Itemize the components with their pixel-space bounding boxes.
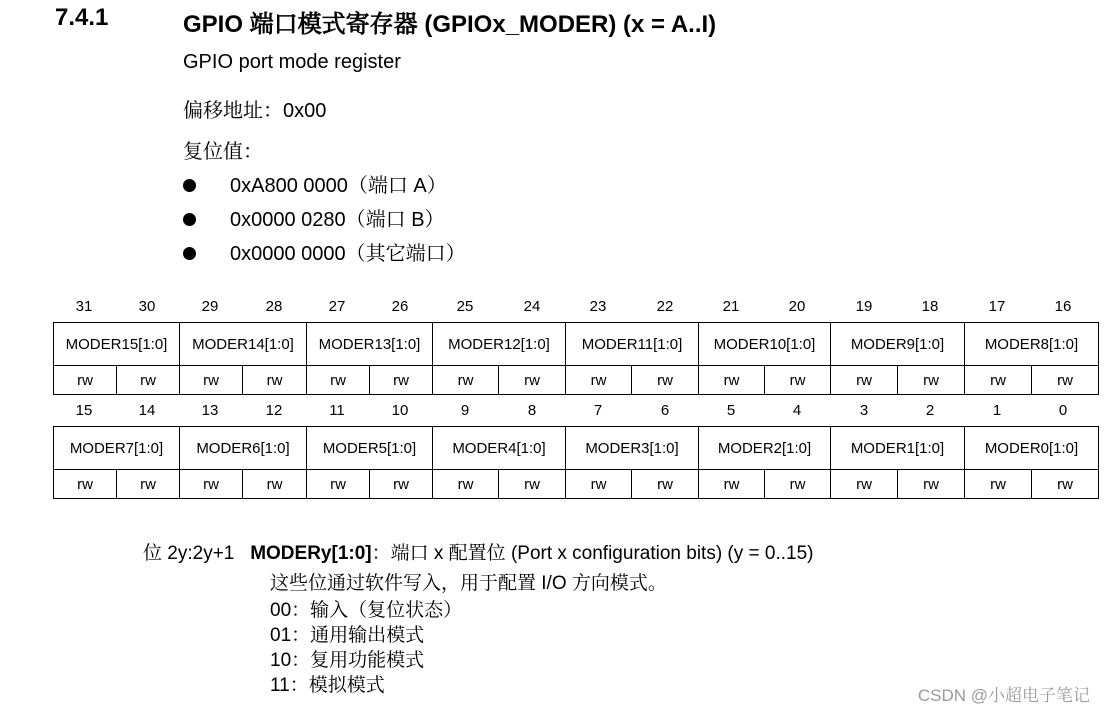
- access-cell: rw: [831, 366, 898, 395]
- access-cell: rw: [180, 366, 243, 395]
- access-cell: rw: [831, 470, 898, 499]
- bit-number: 4: [792, 402, 802, 419]
- reset-value-item: [183, 237, 466, 266]
- access-cell: rw: [307, 470, 370, 499]
- bit-number: 30: [138, 298, 156, 315]
- bit-number: 21: [722, 298, 740, 315]
- access-cell: rw: [180, 470, 243, 499]
- access-cell: rw: [699, 366, 765, 395]
- bit-number: 19: [855, 298, 873, 315]
- bit-description-heading: [143, 538, 814, 565]
- bit-number: 14: [138, 402, 156, 419]
- register-field: MODER2[1:0]: [699, 427, 831, 470]
- register-field: MODER9[1:0]: [831, 323, 965, 366]
- bit-number: 0: [1058, 402, 1068, 419]
- bit-number: 29: [201, 298, 219, 315]
- access-cell: rw: [632, 470, 699, 499]
- register-field: MODER7[1:0]: [54, 427, 180, 470]
- register-english-name: GPIO port mode register: [183, 51, 401, 73]
- field-name: MODERy[1:0]: [250, 543, 372, 564]
- access-cell: rw: [499, 470, 566, 499]
- bullet-icon: [183, 247, 196, 260]
- access-cell: rw: [433, 470, 499, 499]
- access-cell: rw: [898, 366, 965, 395]
- register-table-upper: [53, 322, 1099, 395]
- access-cell: rw: [117, 366, 180, 395]
- bit-range: 位 2y:2y+1: [143, 543, 235, 564]
- mode-option: 11：模拟模式: [270, 675, 385, 696]
- bit-number: 9: [460, 402, 470, 419]
- reset-value-label: 复位值：: [183, 141, 263, 163]
- access-cell: rw: [965, 366, 1032, 395]
- watermark: CSDN @小超电子笔记: [917, 686, 1090, 705]
- mode-option: 00：输入（复位状态）: [270, 600, 463, 621]
- section-number: 7.4.1: [55, 4, 109, 31]
- section-title: GPIO 端口模式寄存器 (GPIOx_MODER) (x = A..I): [183, 11, 717, 38]
- register-field: MODER10[1:0]: [699, 323, 831, 366]
- access-cell: rw: [117, 470, 180, 499]
- reset-value-item: [183, 169, 447, 198]
- register-field: MODER12[1:0]: [433, 323, 566, 366]
- bit-number: 12: [265, 402, 283, 419]
- bit-number: 1: [992, 402, 1002, 419]
- bit-number: 27: [328, 298, 346, 315]
- access-cell: rw: [566, 366, 632, 395]
- register-field: MODER3[1:0]: [566, 427, 699, 470]
- mode-option: 01：通用输出模式: [270, 625, 425, 646]
- register-field: MODER11[1:0]: [566, 323, 699, 366]
- bit-number: 7: [593, 402, 603, 419]
- access-cell: rw: [1032, 366, 1099, 395]
- register-table-lower: [53, 426, 1099, 499]
- access-cell: rw: [632, 366, 699, 395]
- bit-number: 11: [329, 402, 345, 419]
- register-field: MODER5[1:0]: [307, 427, 433, 470]
- bit-number: 10: [391, 402, 409, 419]
- bit-number: 24: [523, 298, 541, 315]
- bit-number: 3: [859, 402, 869, 419]
- access-cell: rw: [243, 366, 307, 395]
- bit-number: 18: [921, 298, 939, 315]
- bit-number: 28: [265, 298, 283, 315]
- register-field: MODER1[1:0]: [831, 427, 965, 470]
- register-field: MODER4[1:0]: [433, 427, 566, 470]
- register-field: MODER8[1:0]: [965, 323, 1099, 366]
- access-cell: rw: [54, 366, 117, 395]
- access-cell: rw: [566, 470, 632, 499]
- bit-number: 2: [925, 402, 935, 419]
- bit-number: 26: [391, 298, 409, 315]
- bit-number: 16: [1054, 298, 1072, 315]
- register-field: MODER13[1:0]: [307, 323, 433, 366]
- bit-number: 23: [589, 298, 607, 315]
- access-cell: rw: [765, 366, 831, 395]
- bullet-icon: [183, 179, 196, 192]
- bit-number: 5: [726, 402, 736, 419]
- access-cell: rw: [499, 366, 566, 395]
- access-cell: rw: [765, 470, 831, 499]
- access-cell: rw: [243, 470, 307, 499]
- bit-number: 6: [660, 402, 670, 419]
- bit-number: 20: [788, 298, 806, 315]
- access-cell: rw: [898, 470, 965, 499]
- bit-number: 13: [201, 402, 219, 419]
- register-field: MODER0[1:0]: [965, 427, 1099, 470]
- bit-number: 17: [988, 298, 1006, 315]
- mode-option: 10：复用功能模式: [270, 650, 425, 671]
- access-cell: rw: [54, 470, 117, 499]
- bit-number: 8: [527, 402, 537, 419]
- access-cell: rw: [965, 470, 1032, 499]
- access-cell: rw: [433, 366, 499, 395]
- reset-value-text: 0x0000 0000（其它端口）: [230, 243, 466, 265]
- access-cell: rw: [1032, 470, 1099, 499]
- access-cell: rw: [370, 366, 433, 395]
- bullet-icon: [183, 213, 196, 226]
- reset-value-text: 0x0000 0280（端口 B）: [230, 209, 445, 231]
- bit-number: 15: [75, 402, 93, 419]
- description-line: 这些位通过软件写入，用于配置 I/O 方向模式。: [270, 573, 667, 594]
- register-field: MODER15[1:0]: [54, 323, 180, 366]
- bit-number: 22: [656, 298, 674, 315]
- access-cell: rw: [307, 366, 370, 395]
- access-cell: rw: [370, 470, 433, 499]
- offset-address: 偏移地址：0x00: [183, 100, 327, 122]
- field-summary: ：端口 x 配置位 (Port x configuration bits) (y = 0..15): [371, 543, 814, 564]
- bit-number: 25: [456, 298, 474, 315]
- bit-number: 31: [75, 298, 93, 315]
- reset-value-text: 0xA800 0000（端口 A）: [230, 175, 447, 197]
- reset-value-item: [183, 203, 445, 232]
- register-field: MODER14[1:0]: [180, 323, 307, 366]
- access-cell: rw: [699, 470, 765, 499]
- register-field: MODER6[1:0]: [180, 427, 307, 470]
